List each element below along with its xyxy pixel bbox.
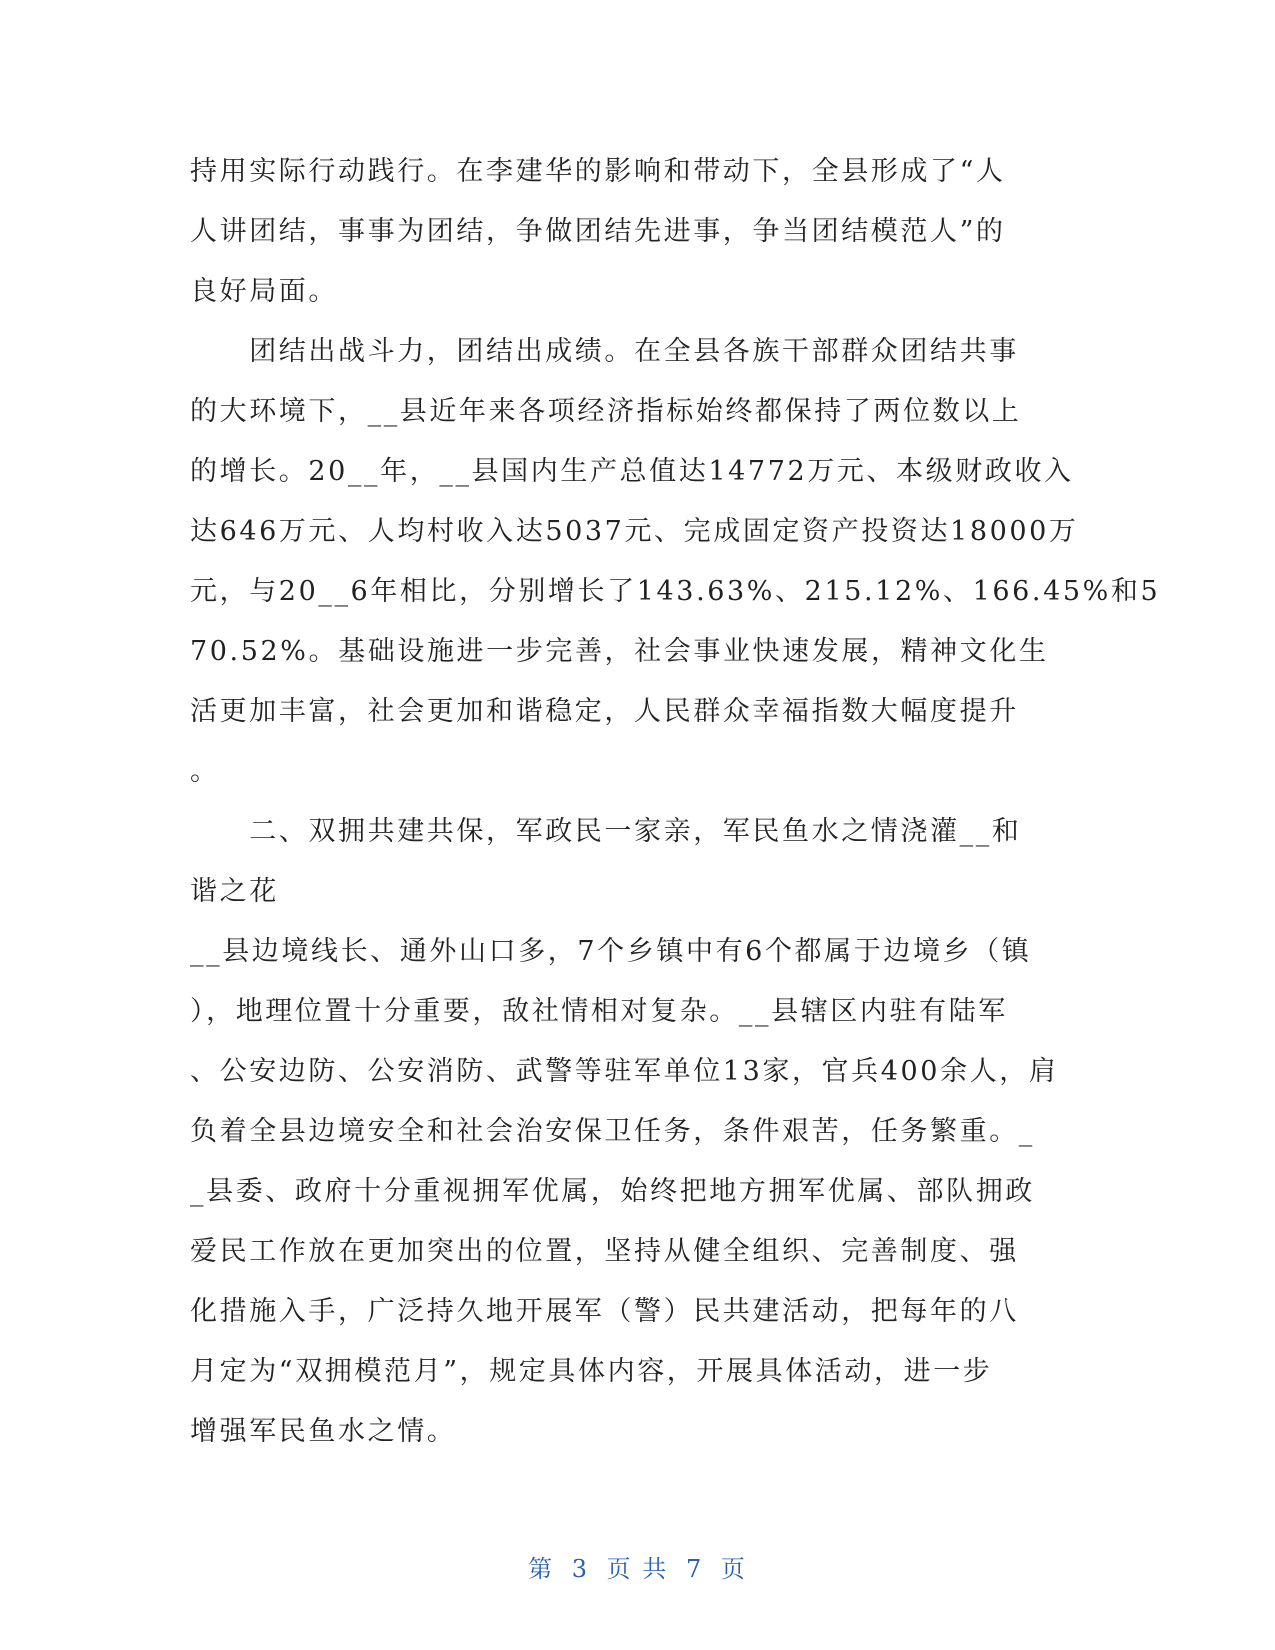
- footer-suffix: 页: [720, 1555, 747, 1583]
- text-line: 持用实际行动践行。在李建华的影响和带动下，全县形成了“人: [190, 156, 1006, 187]
- text-line: _县委、政府十分重视拥军优属，始终把地方拥军优属、部队拥政: [190, 1176, 1035, 1207]
- text-line: 月定为“双拥模范月”，规定具体内容，开展具体活动，进一步: [190, 1356, 993, 1387]
- document-body: [190, 142, 1161, 1462]
- text-line: 增强军民鱼水之情。: [190, 1416, 457, 1447]
- text-line: 元，与20__6年相比，分别增长了143.63%、215.12%、166.45%和5: [190, 576, 1161, 607]
- text-line: 负着全县边境安全和社会治安保卫任务，条件艰苦，任务繁重。_: [190, 1116, 1035, 1147]
- text-line: 、公安边防、公安消防、武警等驻军单位13家，官兵400余人，肩: [190, 1056, 1059, 1087]
- footer-middle: 页 共: [606, 1555, 669, 1583]
- text-line: 团结出战斗力，团结出成绩。在全县各族干部群众团结共事: [190, 336, 1019, 367]
- text-line: ），地理位置十分重要，敌社情相对复杂。__县辖区内驻有陆军: [190, 996, 1008, 1027]
- text-line: 70.52%。基础设施进一步完善，社会事业快速发展，精神文化生: [190, 636, 1049, 667]
- text-line: __县边境线长、通外山口多，7个乡镇中有6个都属于边境乡（镇: [190, 936, 1032, 967]
- text-line: 爱民工作放在更加突出的位置，坚持从健全组织、完善制度、强: [190, 1236, 1019, 1267]
- page-footer: [0, 1549, 1275, 1584]
- text-line: 达646万元、人均村收入达5037元、完成固定资产投资达18000万: [190, 516, 1079, 547]
- text-line: 化措施入手，广泛持久地开展军（警）民共建活动，把每年的八: [190, 1296, 1019, 1327]
- page-number: 3: [571, 1555, 590, 1583]
- page-total: 7: [685, 1555, 704, 1583]
- text-line: 人讲团结，事事为团结，争做团结先进事，争当团结模范人”的: [190, 216, 1006, 247]
- text-line: 的大环境下，__县近年来各项经济指标始终都保持了两位数以上: [190, 396, 1022, 427]
- text-line: 良好局面。: [190, 276, 338, 307]
- text-line: 。: [190, 756, 220, 787]
- text-line: 谐之花: [190, 876, 279, 907]
- text-line: 二、双拥共建共保，军政民一家亲，军民鱼水之情浇灌__和: [190, 816, 1022, 847]
- text-line: 活更加丰富，社会更加和谐稳定，人民群众幸福指数大幅度提升: [190, 696, 1019, 727]
- text-line: 的增长。20__年，__县国内生产总值达14772万元、本级财政收入: [190, 456, 1074, 487]
- footer-prefix: 第: [528, 1555, 555, 1583]
